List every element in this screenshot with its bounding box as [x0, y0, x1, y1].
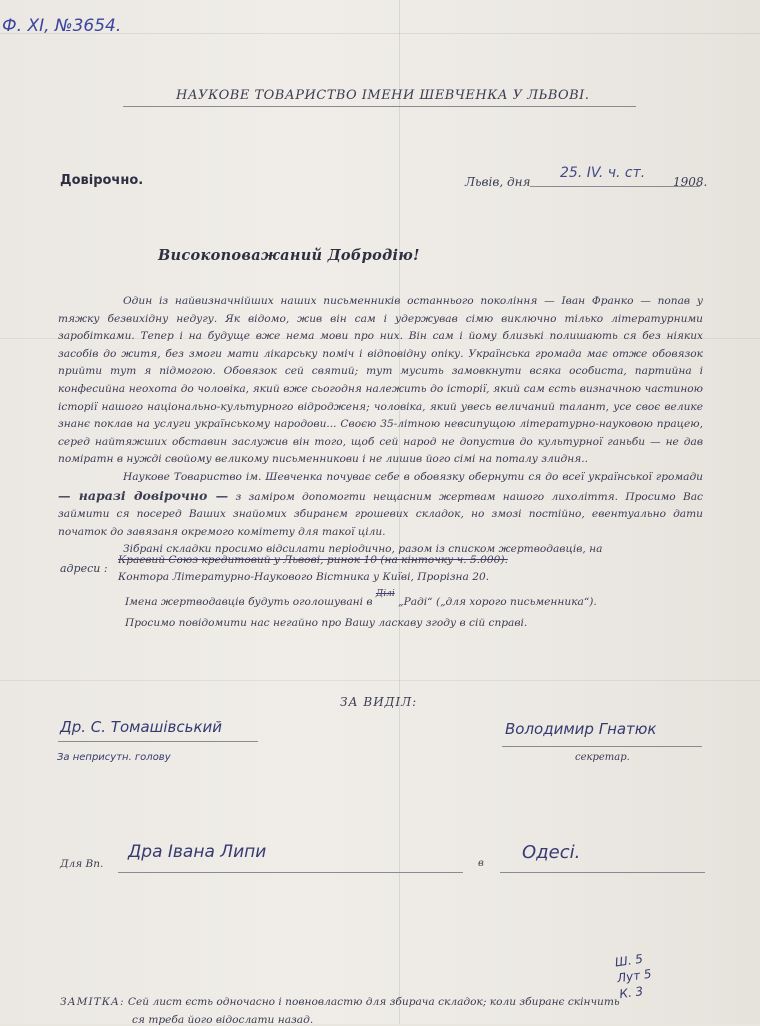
- names-line: [125, 589, 597, 608]
- remark-text-1: Сей лист єсть одночасно і повновластю для збирача складок; коли збиранє скінчить: [127, 996, 620, 1008]
- margin-note: Ш. 5 Лут 5 К. 3: [613, 951, 653, 1002]
- signature-left-note: За неприсутн. голову: [57, 752, 171, 763]
- remark-line-1: [60, 996, 620, 1008]
- confidential-label: Довірочно.: [60, 173, 144, 188]
- paragraph-1: Один із найвизначнійших наших письменників останнього покоління — Іван Франко — попав у тяжку безвихідну недугу. Як відомо, жив він сам і удержував сімю виключно тілько літературними заробітками. Тепер і на будуще вже нема мови про них. Він сам і йому близькі полишають ся без ніяких засобів до житя, без змоги мати лікарську поміч і відповідну опіку. Українська громада має отже обовязок прийти тут я підмогою. Обовязок сей святий; тут мусить замовкнути всяка особиста, партийна і конфесийна неохота до чоловіка, який вже сьогодня належить до історії, який сам єсть визначною частиною історії нашого національно-культурного відродженя; чоловіка, який увесь величаний талант, усе своє велике знанє поклав на услуги українському народови... Своєю 35-літною невсипущою літературно-науковою працею, серед найтяжших обставин заслужив він того, щоб сей народ не допустив до культурної ганьби — не дав поміратн в нужді свойому великому письменникови і не лишив його сімі на поталу злидня..: [58, 295, 703, 466]
- paragraph-3: Зібрані складки просимо відсилати періодично, разом із списком жертводавців, на: [123, 543, 603, 556]
- recipient-city: Одесі.: [522, 842, 581, 863]
- new-address: Контора Літературно-Наукового Вістника у Київі, Прорізна 20.: [118, 571, 490, 583]
- recipient-name: Дра Івана Липи: [128, 842, 267, 862]
- recipient-prefix: Для Вп.: [60, 858, 104, 870]
- confidential-emphasis: — наразі довірочно —: [58, 487, 229, 503]
- letter-body: [58, 293, 703, 559]
- header-rule: [123, 106, 636, 107]
- signature-right: Володимир Гнатюк: [505, 720, 657, 738]
- paragraph-2-start: Наукове Товариство ім. Шевченка почуває себе в обовязку обернути ся до всеї української громади: [123, 470, 703, 483]
- signature-left: Др. С. Томашівський: [60, 718, 223, 736]
- struck-address: Краєвий Союз кредитовий у Львові, ринок 10 (на кінточку ч. 5.000).: [118, 554, 508, 566]
- address-label: адреси :: [60, 562, 108, 575]
- names-line-end: („для хорого письменника“).: [435, 596, 597, 608]
- paragraph-2-end: з заміром допомогти нещасним жертвам нашого лихоліття. Просимо Вас займити ся посеред Ваших знайомих збиранєм грошевих складок, но змозі постійно, евентуально дати початок до завязаня окремого комітету для такої ціли.: [58, 490, 703, 538]
- request-line: Просимо повідомити нас негайно про Вашу ласкаву згоду в сій справі.: [125, 617, 528, 629]
- paragraph-2: [58, 469, 703, 541]
- salutation: Високоповажаний Добродію!: [158, 247, 420, 264]
- year-label: 1908.: [673, 175, 708, 189]
- signature-rule: [502, 746, 702, 747]
- remark-label: ЗАМІТКА:: [60, 996, 125, 1008]
- handwritten-date: 25. IV. ч. ст.: [560, 165, 646, 181]
- society-header: НАУКОВЕ ТОВАРИСТВО ІМЕНИ ШЕВЧЕНКА У ЛЬВОВІ.: [176, 88, 590, 103]
- remark-line-2: ся треба його відослати назад.: [132, 1014, 314, 1026]
- fold-line: [0, 680, 760, 681]
- signature-rule: [58, 741, 258, 742]
- new-newspaper: „Раді“: [398, 596, 433, 608]
- city-prefix: в: [478, 858, 484, 869]
- place-label: Львів, дня: [465, 175, 531, 189]
- secretary-label: секретар.: [575, 752, 630, 763]
- recipient-rule: [118, 872, 463, 873]
- names-line-start: Імена жертводавців будуть оголошувані в: [125, 596, 373, 608]
- struck-newspaper: Ділі: [375, 589, 395, 599]
- committee-label: ЗА ВИДІЛ:: [340, 695, 418, 709]
- archive-mark: Ф. XI, №3654.: [2, 16, 122, 36]
- city-rule: [500, 872, 705, 873]
